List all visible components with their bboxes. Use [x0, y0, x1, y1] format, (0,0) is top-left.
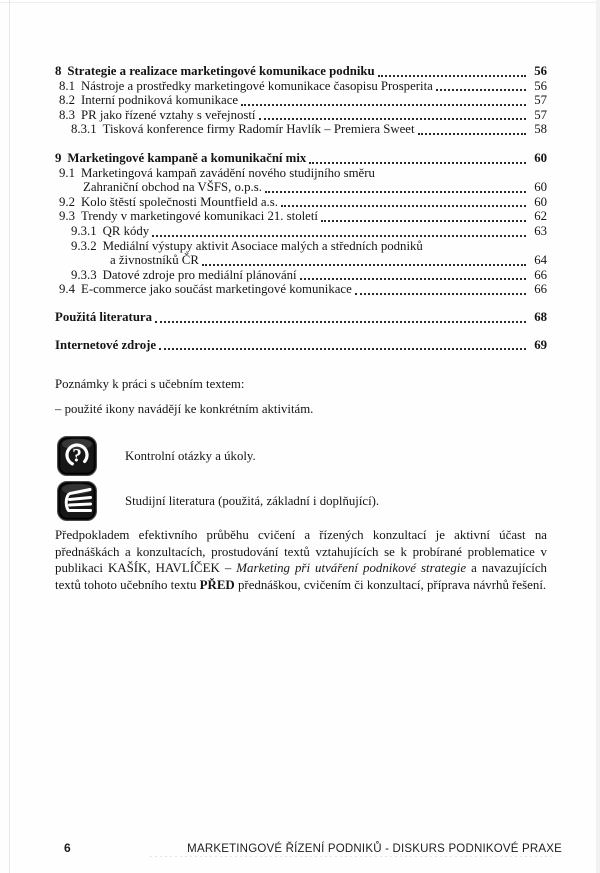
toc-title: Interní podniková komunikace — [81, 93, 239, 108]
toc-title: Strategie a realizace marketingové komunikace podniku — [67, 64, 375, 78]
toc-title: PR jako řízené vztahy s veřejností — [81, 107, 256, 122]
toc-title: Internetové zdroje — [55, 337, 157, 352]
toc-number: 9.3.2 — [71, 238, 97, 253]
scan-edge-right — [596, 0, 600, 873]
toc-title: Marketingová kampaň zavádění nového studijního směru — [81, 165, 375, 180]
toc-number: 9.1 — [59, 165, 75, 180]
dot-leader — [436, 89, 526, 91]
question-icon — [57, 436, 97, 476]
literature-icon — [57, 481, 97, 521]
scan-edge-left — [9, 0, 10, 873]
toc-number: 8 — [55, 64, 62, 78]
toc-page-number: 66 — [534, 267, 547, 282]
toc-entry-9-3-2-line2 — [55, 253, 547, 268]
toc-page-number: 62 — [534, 209, 547, 224]
toc-page-number: 63 — [534, 223, 547, 238]
page-content — [55, 64, 547, 594]
notes-bullet: – použité ikony navádějí ke konkrétním aktivitám. — [55, 401, 314, 416]
toc-title: Mediální výstupy aktivit Asociace malých a středních podniků — [102, 238, 423, 253]
book-title-italic: Marketing při utváření podnikové strategie — [236, 561, 467, 576]
toc-entry-9-1-line2 — [55, 180, 547, 195]
legend-item-questions — [55, 436, 547, 476]
toc-title: a živnostníků ČR — [110, 253, 199, 268]
toc-number: 9.4 — [59, 282, 75, 297]
toc-entry-9-1 — [55, 166, 547, 181]
toc-entry-9-3 — [55, 209, 547, 224]
dot-leader — [321, 220, 526, 222]
legend-item-literature — [55, 481, 547, 521]
toc-page-number: 64 — [534, 253, 547, 268]
toc-page-number: 60 — [534, 194, 547, 209]
dot-leader — [202, 264, 526, 266]
toc-title: QR kódy — [102, 223, 150, 238]
legend-label: Studijní literatura (použitá, základní i doplňující). — [125, 493, 380, 508]
toc-entry-9 — [55, 151, 547, 166]
dot-leader — [159, 348, 526, 350]
toc-entry-internetove-zdroje — [55, 338, 547, 353]
page-number: 6 — [64, 841, 71, 855]
toc-entry-8-3 — [55, 108, 547, 123]
toc-page-number: 56 — [534, 78, 547, 93]
intro-paragraph — [55, 527, 547, 593]
scan-edge-bottom — [150, 856, 555, 857]
page-footer — [64, 841, 562, 855]
dot-leader — [300, 278, 526, 280]
toc-entry-8-2 — [55, 93, 547, 108]
toc-page-number: 56 — [534, 64, 547, 78]
toc-page-number: 60 — [534, 150, 547, 165]
icon-legend — [55, 436, 547, 521]
toc-entry-9-2 — [55, 195, 547, 210]
toc-page-number: 69 — [534, 337, 547, 352]
notes-heading: Poznámky k práci s učebním textem: — [55, 377, 245, 392]
legend-label: Kontrolní otázky a úkoly. — [125, 448, 256, 463]
toc-entry-9-4 — [55, 282, 547, 297]
dot-leader — [241, 104, 526, 106]
toc-number: 9 — [55, 150, 62, 165]
toc-number: 9.2 — [59, 194, 75, 209]
toc-page-number: 57 — [534, 107, 547, 122]
scan-edge-top — [0, 2, 600, 3]
paragraph-text: přednáškou, cvičením či konzultací, příprava návrhů řešení. — [234, 578, 547, 593]
toc-page-number: 60 — [534, 180, 547, 195]
toc-page-number: 58 — [534, 122, 547, 137]
toc-number: 9.3.3 — [71, 267, 97, 282]
toc-title: Zahraniční obchod na VŠFS, o.p.s. — [83, 180, 262, 195]
emphasis-bold: PŘED — [199, 578, 235, 593]
toc-entry-9-3-1 — [55, 224, 547, 239]
toc-title: E-commerce jako součást marketingové komunikace — [81, 282, 352, 297]
toc-entry-8 — [55, 64, 547, 79]
toc-page-number: 68 — [534, 309, 547, 324]
toc-entry-8-1 — [55, 79, 547, 94]
toc-title: Datové zdroje pro mediální plánování — [102, 267, 297, 282]
toc-title: Použitá literatura — [55, 309, 153, 324]
toc-title: Kolo štěstí společnosti Mountfield a.s. — [81, 194, 278, 209]
toc-entry-8-3-1 — [55, 122, 547, 137]
toc-title: Nástroje a prostředky marketingové komunikace časopisu Prosperita — [81, 78, 433, 93]
toc-title: Marketingové kampaně a komunikační mix — [67, 150, 307, 165]
dot-leader — [309, 162, 526, 164]
dot-leader — [378, 75, 526, 77]
dot-leader — [418, 133, 526, 135]
toc-page-number: 66 — [534, 282, 547, 297]
dot-leader — [265, 191, 526, 193]
running-title: MARKETINGOVÉ ŘÍZENÍ PODNIKŮ - DISKURS PODNIKOVÉ PRAXE — [187, 843, 562, 855]
dot-leader — [155, 321, 526, 323]
toc-title: Tisková konference firmy Radomír Havlík – Premiera Sweet — [102, 122, 415, 137]
paragraph-text: a navazujících textů tohoto učebního textu — [55, 561, 547, 593]
toc-number: 9.3 — [59, 209, 75, 224]
toc-entry-literatura — [55, 310, 547, 325]
dot-leader — [355, 293, 526, 295]
toc-title: Trendy v marketingové komunikaci 21. století — [81, 209, 318, 224]
toc-page-number: 57 — [534, 93, 547, 108]
toc-number: 8.2 — [59, 93, 75, 108]
toc-number: 9.3.1 — [71, 223, 97, 238]
toc-number: 8.1 — [59, 78, 75, 93]
paragraph-text: Předpokladem efektivního průběhu cvičení a řízených konzultací je aktivní účast na přednáškách a konzultacích, prostudování textů vztahujících se k probírané problematice v publikaci KAŠÍK, HAVLÍČEK – — [55, 528, 547, 576]
dot-leader — [259, 118, 527, 120]
toc-number: 8.3 — [59, 107, 75, 122]
toc-number: 8.3.1 — [71, 122, 97, 137]
svg-text:?: ? — [72, 445, 82, 467]
dot-leader — [281, 205, 526, 207]
dot-leader — [152, 235, 526, 237]
toc-entry-9-3-2 — [55, 239, 547, 254]
toc-entry-9-3-3 — [55, 268, 547, 283]
table-of-contents — [55, 64, 547, 352]
